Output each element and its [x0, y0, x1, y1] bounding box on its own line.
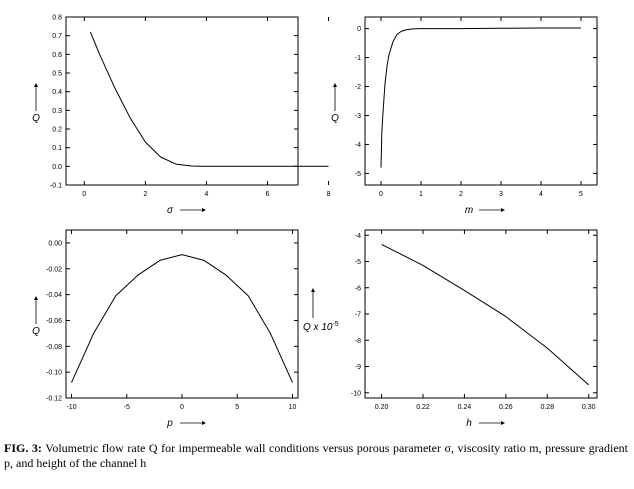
- x-tick-label: 4: [204, 191, 209, 198]
- y-tick-label: -0.08: [46, 343, 62, 351]
- x-tick-label: 2: [459, 191, 463, 198]
- y-tick-label: -0.04: [46, 292, 62, 300]
- y-tick-label: 0.7: [52, 33, 62, 41]
- y-axis-label-exponent: -5: [332, 321, 339, 328]
- x-tick-label: 0.22: [416, 404, 430, 411]
- y-tick-label: -8: [354, 337, 361, 345]
- y-tick-label: -0.1: [49, 182, 62, 190]
- x-tick-label: 10: [288, 404, 297, 411]
- x-tick-label: 0.24: [457, 404, 472, 411]
- y-tick-label: 0.1: [52, 145, 62, 153]
- y-tick-label: -1: [354, 55, 361, 63]
- x-tick-label: 0: [379, 191, 383, 198]
- figure-caption: [4, 441, 628, 471]
- series-line: [72, 255, 293, 383]
- y-tick-label: -9: [354, 364, 361, 371]
- x-tick-label: -10: [66, 404, 77, 411]
- x-tick-label: 0.30: [581, 404, 596, 411]
- x-axis-arrow-head: [501, 208, 505, 212]
- series-line: [382, 244, 589, 385]
- x-tick-label: -5: [123, 404, 130, 411]
- x-axis-label: σ: [166, 205, 174, 216]
- plot-frame: [365, 230, 597, 398]
- y-tick-label: -0.06: [46, 317, 62, 325]
- x-axis-label: h: [466, 418, 472, 429]
- plot-frame: [66, 17, 298, 185]
- y-tick-label: -0.02: [46, 266, 62, 274]
- y-tick-label: -7: [354, 311, 361, 319]
- x-tick-label: 5: [579, 191, 583, 198]
- series-line: [381, 28, 581, 168]
- y-tick-label: 0.8: [52, 14, 62, 22]
- y-axis-arrow-head: [34, 83, 38, 87]
- y-axis-arrow-head: [333, 83, 337, 87]
- y-axis-label: Q: [32, 326, 40, 337]
- chart-panel-p: [32, 230, 298, 429]
- y-tick-label: -6: [354, 285, 361, 293]
- y-axis-label: Q: [32, 113, 40, 124]
- y-axis-label: [303, 321, 339, 333]
- x-axis-label: p: [167, 418, 173, 429]
- x-axis-label: m: [464, 205, 474, 216]
- y-tick-label: -5: [354, 259, 361, 266]
- chart-panel-sigma: [32, 15, 330, 217]
- x-axis-arrow-head: [202, 421, 206, 425]
- x-tick-label: 1: [419, 191, 423, 198]
- y-tick-label: -10: [350, 390, 361, 398]
- y-tick-label: 0.6: [52, 51, 62, 59]
- x-tick-label: 0.20: [374, 404, 389, 411]
- y-tick-label: 0.4: [52, 89, 62, 97]
- x-axis-arrow-head: [202, 208, 206, 212]
- y-tick-label: 0.3: [52, 107, 62, 115]
- x-tick-label: 3: [499, 191, 503, 198]
- y-tick-label: -2: [354, 84, 361, 92]
- y-tick-label: 0.5: [52, 70, 62, 78]
- plot-frame: [365, 17, 597, 185]
- y-tick-label: -0.10: [46, 369, 62, 377]
- y-tick-label: 0.0: [52, 163, 62, 171]
- y-tick-label: -4: [354, 141, 361, 149]
- x-tick-label: 0: [180, 404, 184, 411]
- x-tick-label: 0: [82, 191, 87, 198]
- caption-label: FIG. 3:: [4, 441, 42, 455]
- caption-text: Volumetric flow rate Q for impermeable wall conditions versus porous parameter σ, viscosity ratio m, pressure gradient p, and height of the channel h: [4, 441, 628, 470]
- chart-panel-m: [331, 17, 597, 216]
- chart-panel-h: [303, 230, 597, 429]
- y-axis-arrow-head: [311, 288, 315, 292]
- x-tick-label: 0.26: [499, 404, 513, 411]
- y-axis-arrow-head: [34, 296, 38, 300]
- y-axis-label-text: Q x 10: [303, 322, 333, 333]
- y-tick-label: 0.00: [48, 240, 62, 248]
- y-tick-label: 0: [357, 26, 361, 34]
- y-tick-label: -3: [354, 112, 361, 120]
- y-axis-label: Q: [331, 113, 339, 124]
- x-tick-label: 2: [143, 191, 148, 198]
- x-tick-label: 8: [326, 191, 331, 198]
- y-tick-label: -0.12: [46, 395, 62, 403]
- y-tick-label: -5: [354, 170, 361, 178]
- x-axis-arrow-head: [501, 421, 505, 425]
- x-tick-label: 4: [539, 191, 543, 198]
- x-tick-label: 0.28: [540, 404, 555, 411]
- plot-frame: [66, 230, 298, 398]
- x-tick-label: 5: [235, 404, 240, 411]
- x-tick-label: 6: [265, 191, 270, 198]
- y-tick-label: 0.2: [52, 126, 62, 134]
- y-tick-label: -4: [354, 232, 361, 240]
- series-line: [90, 32, 328, 166]
